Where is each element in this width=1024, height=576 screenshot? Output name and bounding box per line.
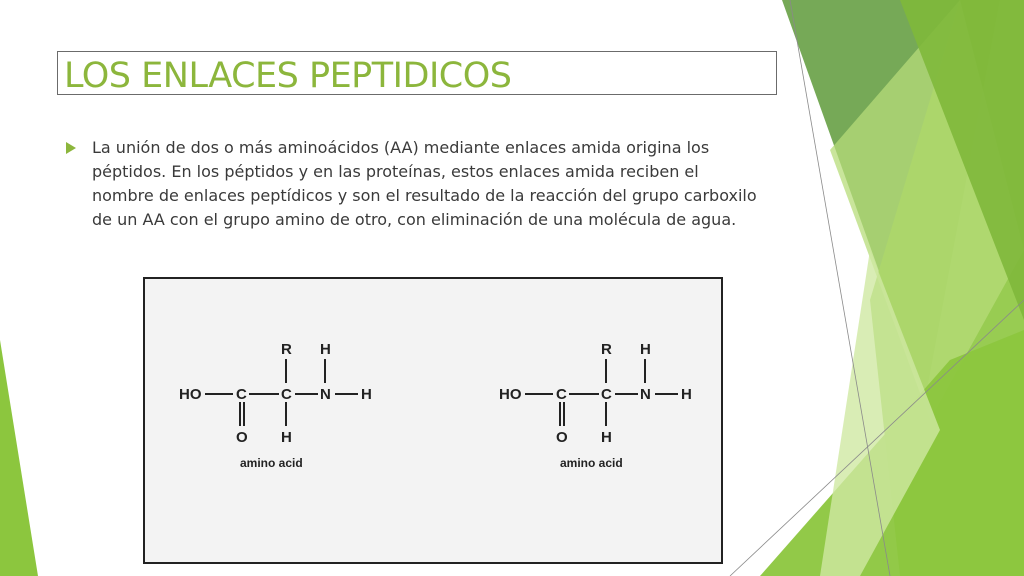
page-title: LOS ENLACES PEPTIDICOS (64, 56, 512, 96)
caption-amino-acid: amino acid (240, 456, 303, 470)
atom-c2: C (601, 386, 612, 403)
atom-c1: C (556, 386, 567, 403)
atom-r: R (281, 341, 292, 358)
atom-n: N (320, 386, 331, 403)
atom-r: R (601, 341, 612, 358)
atom-ho: HO (499, 386, 522, 403)
molecule-1 (179, 341, 372, 470)
atom-h-n-right: H (681, 386, 692, 403)
atom-c1: C (236, 386, 247, 403)
atom-h-n-top: H (320, 341, 331, 358)
atom-c2: C (281, 386, 292, 403)
molecule-2 (499, 341, 692, 470)
atom-h-alpha: H (281, 429, 292, 446)
amino-acid-diagram (145, 279, 721, 562)
body-paragraph: La unión de dos o más aminoácidos (AA) mediante enlaces amida origina los péptidos. En los péptidos y en las proteínas, estos enlaces amida reciben el nombre de enlaces peptídicos y son el resultado de la reacción del grupo carboxilo de un AA con el grupo amino de otro, con eliminación de una molécula de agua. (92, 138, 757, 229)
caption-amino-acid: amino acid (560, 456, 623, 470)
atom-h-alpha: H (601, 429, 612, 446)
atom-h-n-right: H (361, 386, 372, 403)
triangle-right-icon (66, 142, 76, 154)
atom-h-n-top: H (640, 341, 651, 358)
title-box (57, 51, 777, 95)
atom-o: O (556, 429, 568, 446)
atom-n: N (640, 386, 651, 403)
atom-o: O (236, 429, 248, 446)
atom-ho: HO (179, 386, 202, 403)
bg-facet-left (0, 340, 38, 576)
amino-acid-figure (143, 277, 723, 564)
